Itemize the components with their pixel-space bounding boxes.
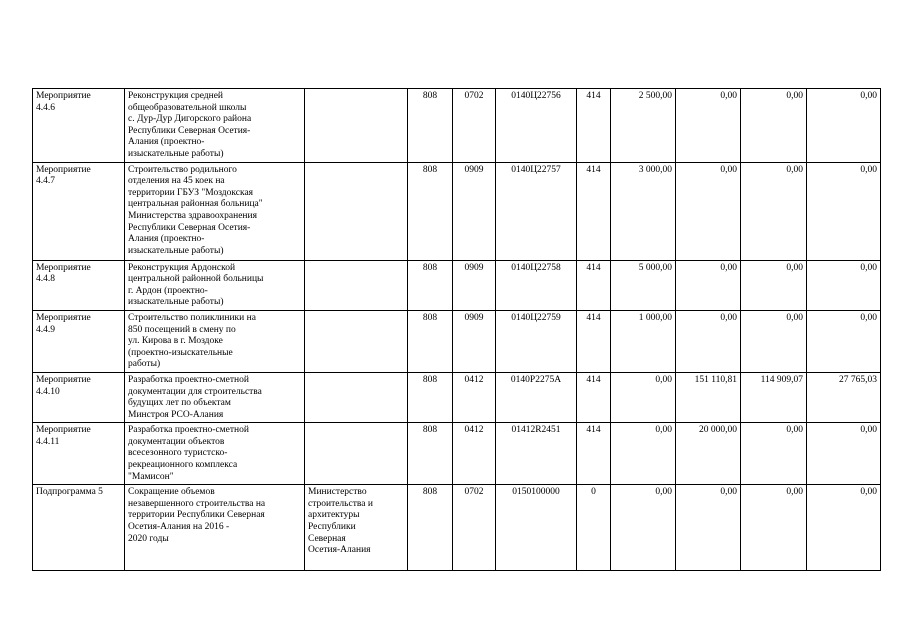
executor-cell bbox=[305, 310, 408, 372]
vr-cell: 414 bbox=[577, 162, 611, 260]
value-3-cell: 0,00 bbox=[741, 423, 807, 485]
value-1-cell: 0,00 bbox=[611, 423, 676, 485]
rzpr-cell: 0909 bbox=[453, 162, 496, 260]
value-4-cell: 0,00 bbox=[807, 89, 881, 163]
name-cell: Реконструкция Ардонской центральной районной больницы г. Ардон (проектно- изыскательные работы) bbox=[125, 260, 305, 310]
csr-cell: 01412R2451 bbox=[496, 423, 577, 485]
csr-cell: 0140Ц22758 bbox=[496, 260, 577, 310]
value-4-cell: 27 765,03 bbox=[807, 372, 881, 422]
table-row bbox=[33, 485, 881, 571]
rzpr-cell: 0412 bbox=[453, 423, 496, 485]
grbs-cell: 808 bbox=[408, 485, 453, 571]
value-2-cell: 0,00 bbox=[676, 310, 741, 372]
name-cell: Сокращение объемов незавершенного строительства на территории Республики Северная Осетия-Алания на 2016 - 2020 годы bbox=[125, 485, 305, 571]
csr-cell: 0140Р2275А bbox=[496, 372, 577, 422]
csr-cell: 0140Ц22757 bbox=[496, 162, 577, 260]
table-row bbox=[33, 423, 881, 485]
csr-cell: 0150100000 bbox=[496, 485, 577, 571]
table-row bbox=[33, 89, 881, 163]
csr-cell: 0140Ц22759 bbox=[496, 310, 577, 372]
name-cell: Разработка проектно-сметной документации для строительства будущих лет по объектам Минстроя РСО-Алания bbox=[125, 372, 305, 422]
value-3-cell: 0,00 bbox=[741, 310, 807, 372]
value-2-cell: 0,00 bbox=[676, 260, 741, 310]
grbs-cell: 808 bbox=[408, 162, 453, 260]
value-1-cell: 5 000,00 bbox=[611, 260, 676, 310]
grbs-cell: 808 bbox=[408, 372, 453, 422]
value-3-cell: 0,00 bbox=[741, 89, 807, 163]
value-4-cell: 0,00 bbox=[807, 310, 881, 372]
grbs-cell: 808 bbox=[408, 423, 453, 485]
value-3-cell: 0,00 bbox=[741, 260, 807, 310]
item-cell: Мероприятие 4.4.11 bbox=[33, 423, 125, 485]
value-2-cell: 0,00 bbox=[676, 485, 741, 571]
grbs-cell: 808 bbox=[408, 310, 453, 372]
value-3-cell: 0,00 bbox=[741, 485, 807, 571]
item-cell: Мероприятие 4.4.7 bbox=[33, 162, 125, 260]
value-1-cell: 2 500,00 bbox=[611, 89, 676, 163]
value-2-cell: 0,00 bbox=[676, 162, 741, 260]
table-row bbox=[33, 260, 881, 310]
value-4-cell: 0,00 bbox=[807, 423, 881, 485]
rzpr-cell: 0702 bbox=[453, 485, 496, 571]
grbs-cell: 808 bbox=[408, 260, 453, 310]
name-cell: Строительство поликлиники на 850 посещений в смену по ул. Кирова в г. Моздоке (проектно-изыскательные работы) bbox=[125, 310, 305, 372]
item-cell: Мероприятие 4.4.9 bbox=[33, 310, 125, 372]
executor-cell bbox=[305, 423, 408, 485]
name-cell: Строительство родильного отделения на 45 коек на территории ГБУЗ "Моздокская центральная районная больница" Министерства здравоохранения Республики Северная Осетия- Алания (проектно- изыскательные работы) bbox=[125, 162, 305, 260]
item-cell: Подпрограмма 5 bbox=[33, 485, 125, 571]
name-cell: Реконструкция средней общеобразовательной школы с. Дур-Дур Дигорского района Республики Северная Осетия- Алания (проектно- изыскательные работы) bbox=[125, 89, 305, 163]
executor-cell bbox=[305, 260, 408, 310]
vr-cell: 414 bbox=[577, 89, 611, 163]
vr-cell: 414 bbox=[577, 260, 611, 310]
vr-cell: 414 bbox=[577, 310, 611, 372]
executor-cell bbox=[305, 372, 408, 422]
value-3-cell: 0,00 bbox=[741, 162, 807, 260]
rzpr-cell: 0909 bbox=[453, 310, 496, 372]
item-cell: Мероприятие 4.4.8 bbox=[33, 260, 125, 310]
name-cell: Разработка проектно-сметной документации объектов всесезонного туристско- рекреационного комплекса "Мамисон" bbox=[125, 423, 305, 485]
value-1-cell: 1 000,00 bbox=[611, 310, 676, 372]
value-1-cell: 3 000,00 bbox=[611, 162, 676, 260]
rzpr-cell: 0412 bbox=[453, 372, 496, 422]
vr-cell: 414 bbox=[577, 372, 611, 422]
table-row bbox=[33, 162, 881, 260]
value-1-cell: 0,00 bbox=[611, 485, 676, 571]
value-4-cell: 0,00 bbox=[807, 162, 881, 260]
vr-cell: 0 bbox=[577, 485, 611, 571]
budget-table bbox=[32, 88, 881, 571]
executor-cell: Министерство строительства и архитектуры Республики Северная Осетия-Алания bbox=[305, 485, 408, 571]
value-2-cell: 20 000,00 bbox=[676, 423, 741, 485]
item-cell: Мероприятие 4.4.6 bbox=[33, 89, 125, 163]
csr-cell: 0140Ц22756 bbox=[496, 89, 577, 163]
value-2-cell: 0,00 bbox=[676, 89, 741, 163]
item-cell: Мероприятие 4.4.10 bbox=[33, 372, 125, 422]
rzpr-cell: 0909 bbox=[453, 260, 496, 310]
executor-cell bbox=[305, 162, 408, 260]
table-row bbox=[33, 372, 881, 422]
value-3-cell: 114 909,07 bbox=[741, 372, 807, 422]
value-1-cell: 0,00 bbox=[611, 372, 676, 422]
value-4-cell: 0,00 bbox=[807, 485, 881, 571]
rzpr-cell: 0702 bbox=[453, 89, 496, 163]
value-2-cell: 151 110,81 bbox=[676, 372, 741, 422]
vr-cell: 414 bbox=[577, 423, 611, 485]
grbs-cell: 808 bbox=[408, 89, 453, 163]
value-4-cell: 0,00 bbox=[807, 260, 881, 310]
table-row bbox=[33, 310, 881, 372]
executor-cell bbox=[305, 89, 408, 163]
budget-table-body bbox=[33, 89, 881, 571]
